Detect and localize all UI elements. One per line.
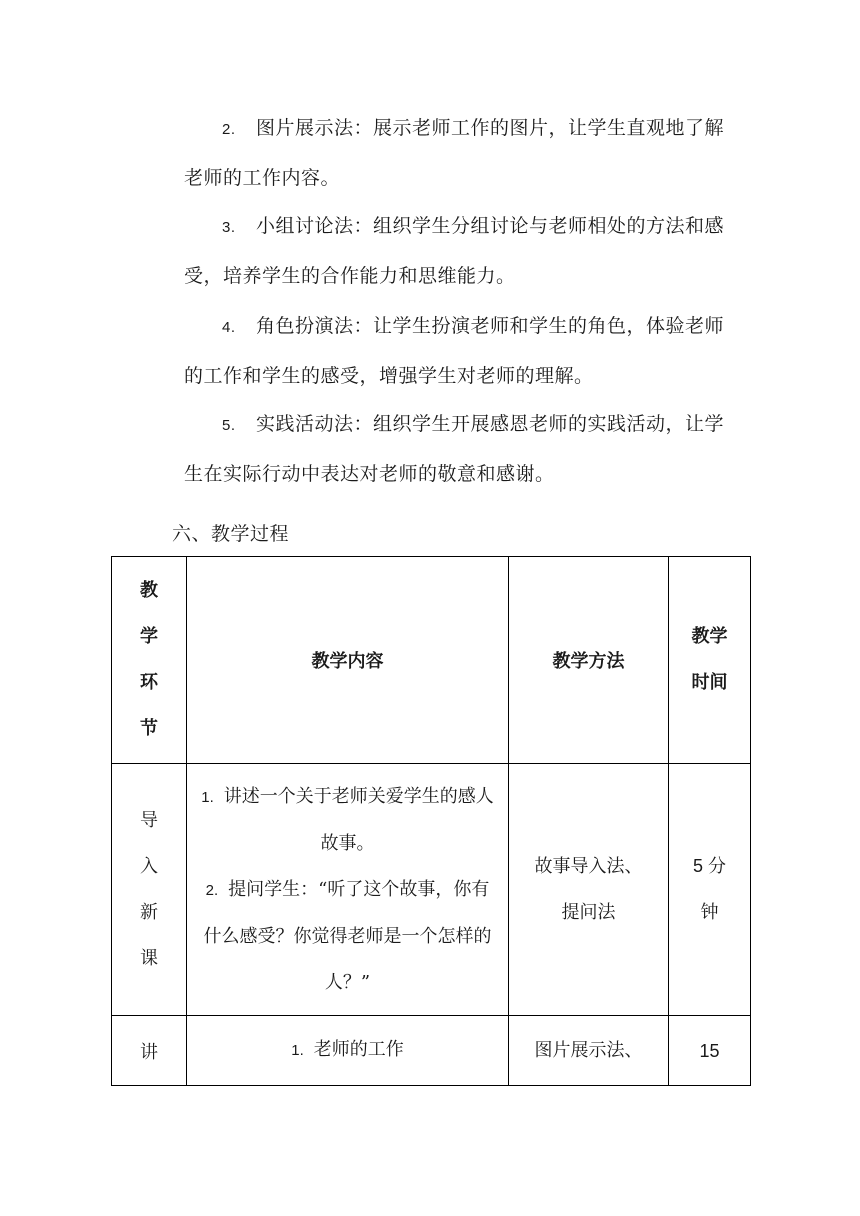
time-cell: 5 分钟 [669,764,751,1016]
time-cell: 15 [669,1016,751,1086]
method-number: 5. [222,417,236,434]
method-cell: 故事导入法、提问法 [509,764,669,1016]
table-row [112,764,751,1016]
method-text: 图片展示法：展示老师工作的图片，让学生直观地了解老师的工作内容。 [184,117,725,189]
stage-cell: 导入新课 [112,764,187,1016]
header-content: 教学内容 [187,557,509,764]
table-row [112,1016,751,1086]
header-time: 教学时间 [669,557,751,764]
method-text: 实践活动法：组织学生开展感恩老师的实践活动，让学生在实际行动中表达对老师的敬意和感谢。 [184,413,725,485]
content-cell [187,1016,509,1086]
method-cell: 图片展示法、 [509,1016,669,1086]
content-cell [187,764,509,1016]
method-number: 2. [222,121,236,138]
method-item-5 [184,400,732,498]
method-item-3 [184,202,732,300]
method-item-2 [184,104,732,202]
content-item: 1. 讲述一个关于老师关爱学生的感人故事。 [201,785,494,854]
content-item: 2. 提问学生：“听了这个故事，你有什么感受？你觉得老师是一个怎样的人？” [203,878,492,993]
method-text: 角色扮演法：让学生扮演老师和学生的角色，体验老师的工作和学生的感受，增强学生对老师的理解。 [184,315,725,387]
method-number: 3. [222,219,236,236]
method-number: 4. [222,319,236,336]
header-stage: 教学环节 [112,557,187,764]
table-header-row [112,557,751,764]
method-item-4 [184,302,732,400]
stage-cell: 讲 [112,1016,187,1086]
content-item: 1. 老师的工作 [291,1039,404,1060]
section-heading: 六、教学过程 [172,523,290,545]
method-text: 小组讨论法：组织学生分组讨论与老师相处的方法和感受，培养学生的合作能力和思维能力。 [184,215,725,287]
teaching-process-table [111,556,751,1086]
header-method: 教学方法 [509,557,669,764]
